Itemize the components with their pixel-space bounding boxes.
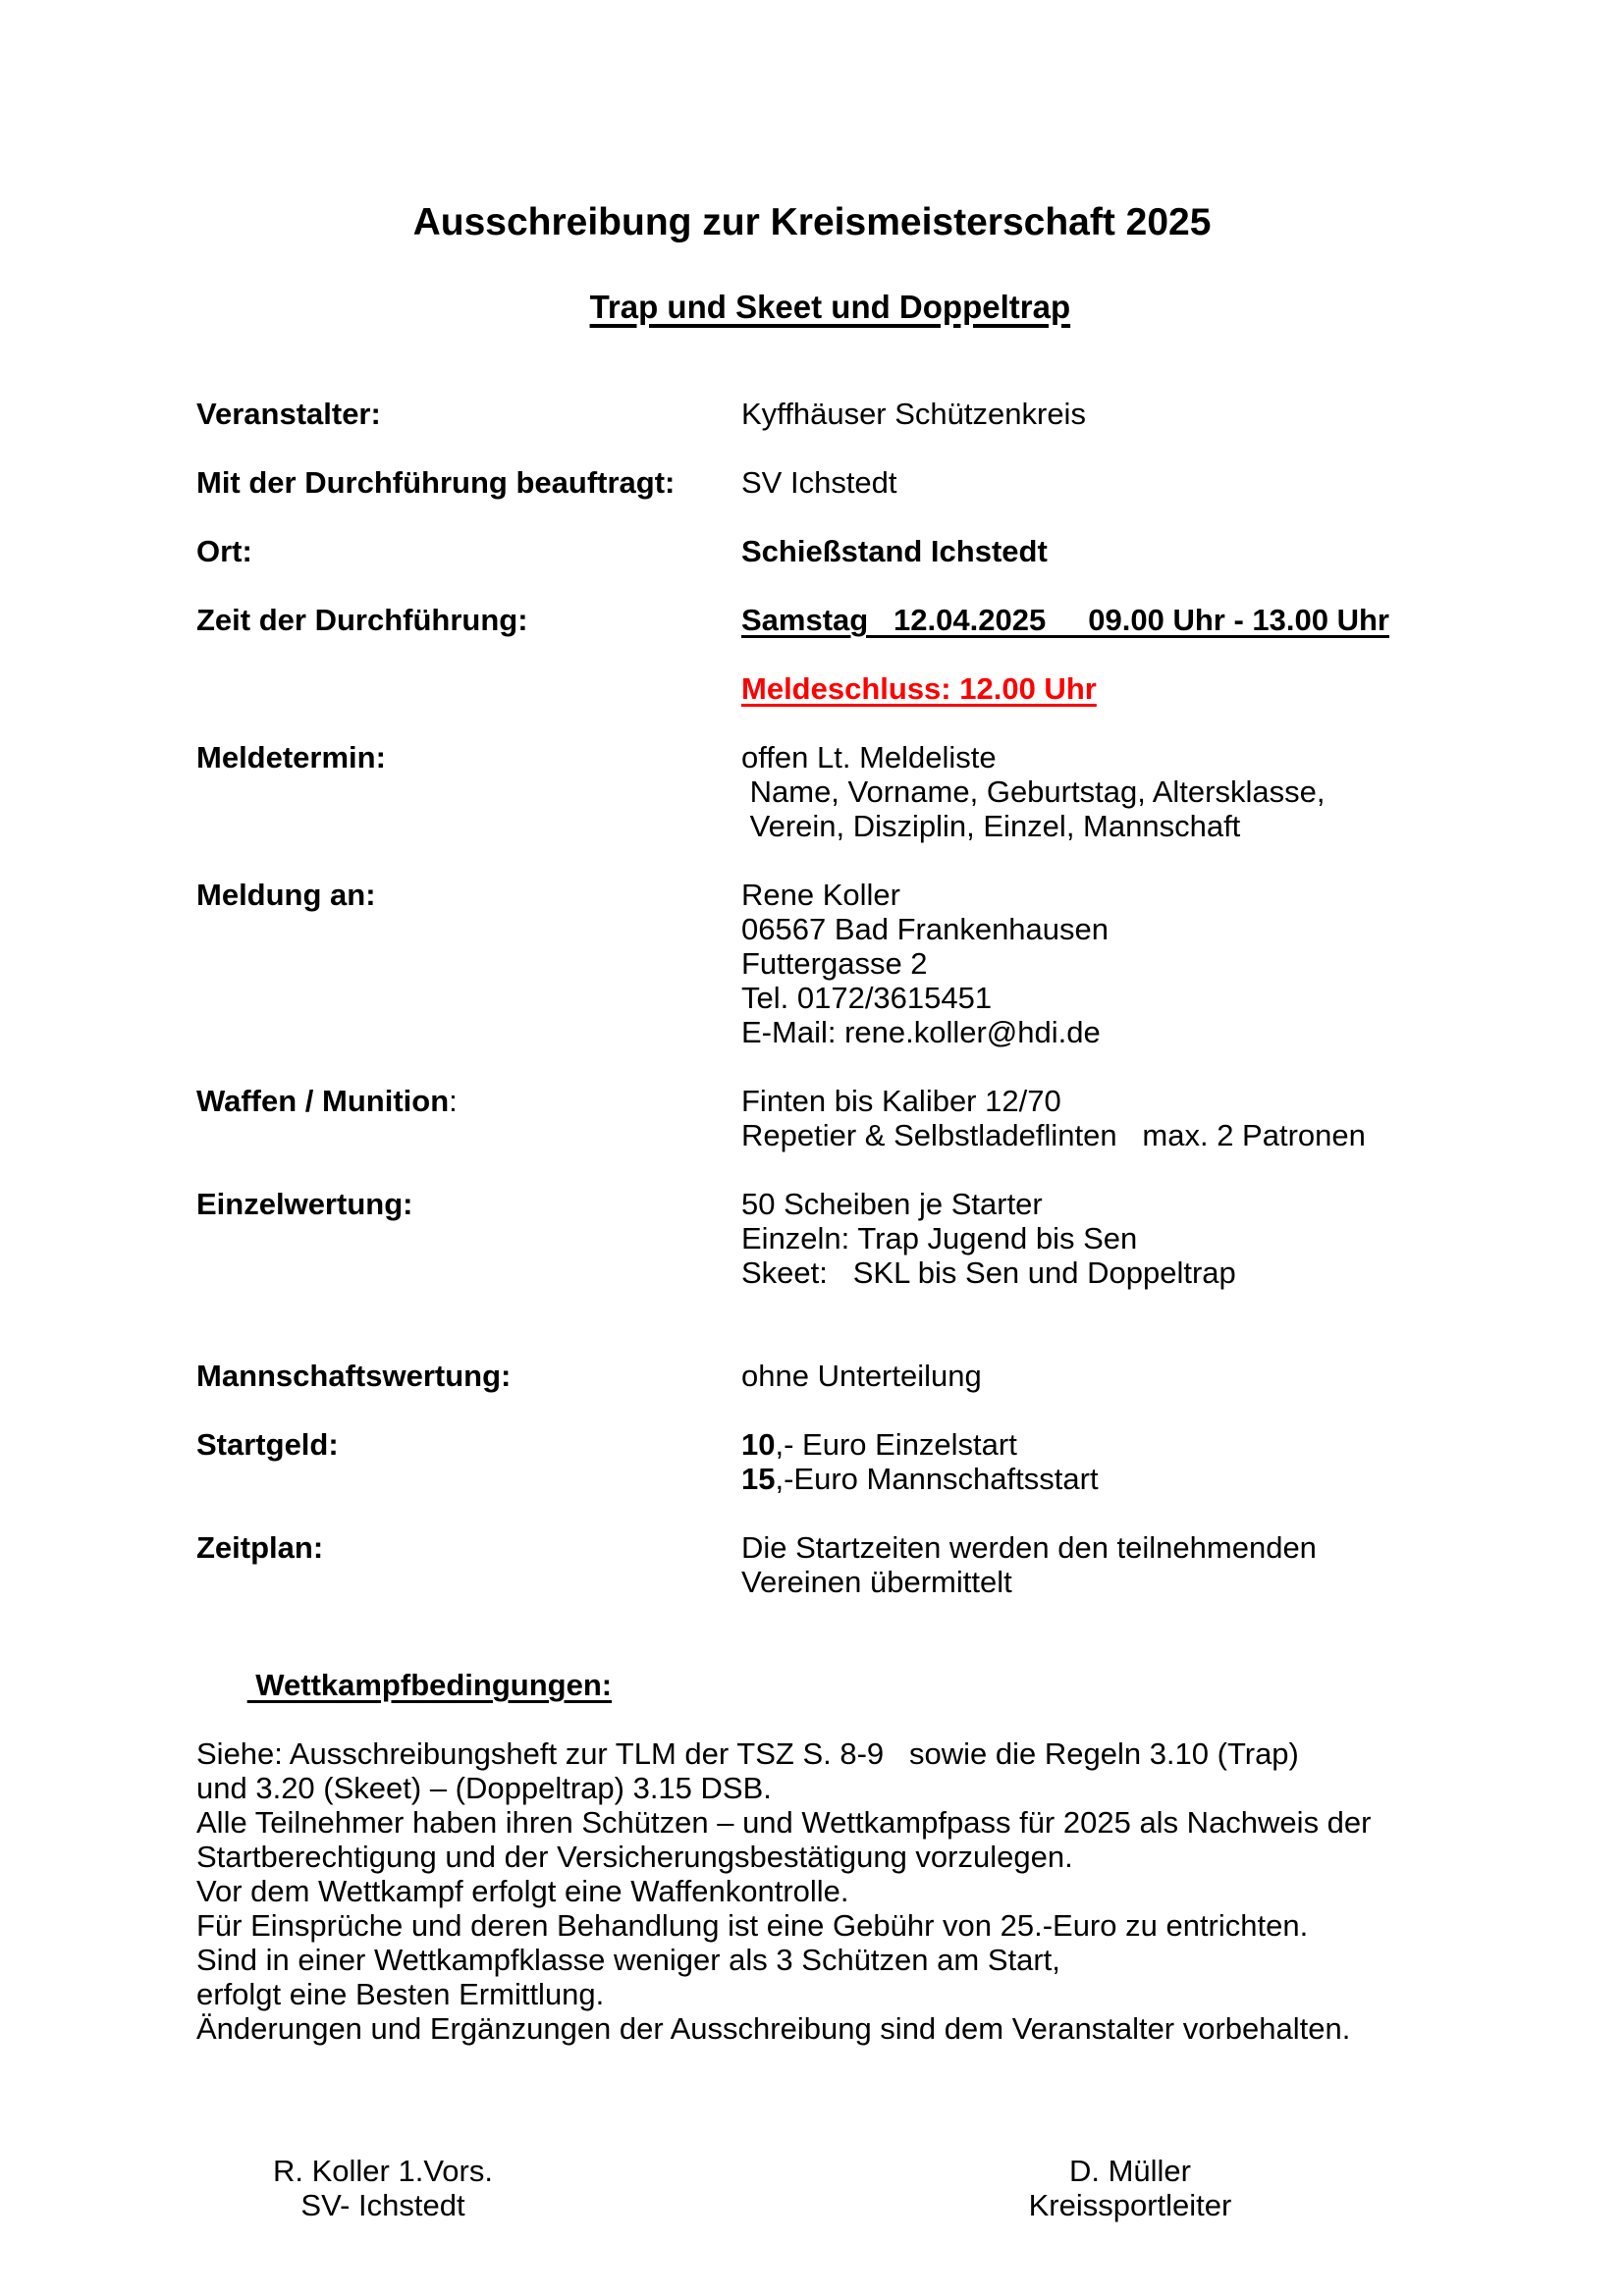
row-label: Einzelwertung: — [196, 1187, 413, 1221]
signature-left-name: R. Koller 1.Vors. — [273, 2154, 493, 2188]
row-value — [741, 1187, 1428, 1290]
conditions-heading-text: Wettkampfbedingungen: — [246, 1668, 613, 1702]
value-line: 06567 Bad Frankenhausen — [741, 912, 1110, 946]
value-line: 15,-Euro Mannschaftsstart — [741, 1462, 1099, 1496]
conditions-line: Änderungen und Ergänzungen der Ausschreibung sind dem Veranstalter vorbehalten. — [196, 2011, 1351, 2046]
value-line: Rene Koller — [741, 878, 900, 912]
info-row — [196, 740, 1428, 843]
value-line: ohne Unterteilung — [741, 1359, 982, 1393]
row-label: Ort: — [196, 534, 252, 568]
row-value — [741, 1084, 1428, 1152]
value-line: Kyffhäuser Schützenkreis — [741, 397, 1086, 431]
conditions-line: Alle Teilnehmer haben ihren Schützen – und Wettkampfpass für 2025 als Nachweis der — [196, 1805, 1372, 1840]
value-line: Schießstand Ichstedt — [741, 534, 1048, 568]
value-line: offen Lt. Meldeliste — [741, 740, 997, 774]
row-value — [741, 671, 1428, 706]
row-label: Zeitplan: — [196, 1530, 324, 1565]
conditions-line: und 3.20 (Skeet) – (Doppeltrap) 3.15 DSB. — [196, 1771, 772, 1805]
row-label: Meldetermin: — [196, 740, 386, 774]
value-line: Verein, Disziplin, Einzel, Mannschaft — [741, 809, 1241, 843]
document-subtitle-text: Trap und Skeet und Doppeltrap — [589, 289, 1071, 325]
info-row — [196, 397, 1428, 431]
row-value — [741, 397, 1428, 431]
value-line: Die Startzeiten werden den teilnehmenden — [741, 1530, 1317, 1565]
info-row — [196, 878, 1428, 1049]
value-line: Skeet: SKL bis Sen und Doppeltrap — [741, 1255, 1236, 1290]
value-line: Vereinen übermittelt — [741, 1565, 1012, 1599]
signature-block — [196, 2154, 1428, 2222]
conditions-line: erfolgt eine Besten Ermittlung. — [196, 1977, 605, 2011]
conditions-section — [196, 1633, 1428, 2046]
value-line: SV Ichstedt — [741, 465, 897, 500]
document-subtitle — [196, 245, 1428, 369]
info-row — [196, 1530, 1428, 1599]
value-line: Futtergasse 2 — [741, 946, 928, 981]
info-rows — [196, 397, 1428, 1599]
signature-right — [934, 2154, 1326, 2222]
info-row — [196, 465, 1428, 500]
row-label: Waffen / Munition: — [196, 1084, 458, 1118]
row-value — [741, 1359, 1428, 1393]
value-line: Name, Vorname, Geburtstag, Altersklasse, — [741, 774, 1326, 809]
row-value — [741, 1427, 1428, 1496]
conditions-paragraph — [196, 1736, 1428, 2046]
value-line: Tel. 0172/3615451 — [741, 981, 993, 1015]
value-line: Samstag 12.04.2025 09.00 Uhr - 13.00 Uhr — [741, 603, 1389, 637]
info-row — [196, 1084, 1428, 1152]
row-label — [196, 671, 741, 706]
info-row — [196, 1187, 1428, 1290]
conditions-line: Für Einsprüche und deren Behandlung ist eine Gebühr von 25.-Euro zu entrichten. — [196, 1908, 1309, 1943]
conditions-line: Startberechtigung und der Versicherungsbestätigung vorzulegen. — [196, 1840, 1073, 1874]
row-value — [741, 534, 1428, 568]
signature-left-role: SV- Ichstedt — [300, 2188, 465, 2222]
info-row — [196, 671, 1428, 706]
row-value — [741, 878, 1428, 1049]
info-row — [196, 534, 1428, 568]
row-label: Zeit der Durchführung: — [196, 603, 528, 637]
row-label: Veranstalter: — [196, 397, 381, 431]
row-value — [741, 740, 1428, 843]
document-title: Ausschreibung zur Kreismeisterschaft 2025 — [412, 201, 1212, 243]
conditions-line: Vor dem Wettkampf erfolgt eine Waffenkontrolle. — [196, 1874, 849, 1908]
row-label: Startgeld: — [196, 1427, 339, 1462]
value-line: Finten bis Kaliber 12/70 — [741, 1084, 1061, 1118]
row-label: Meldung an: — [196, 878, 376, 912]
signature-left — [196, 2154, 569, 2222]
conditions-line: Siehe: Ausschreibungsheft zur TLM der TSZ S. 8-9 sowie die Regeln 3.10 (Trap) — [196, 1736, 1299, 1771]
value-line: E-Mail: rene.koller@hdi.de — [741, 1015, 1101, 1049]
row-value — [741, 1530, 1428, 1599]
value-line: Meldeschluss: 12.00 Uhr — [741, 671, 1097, 706]
row-label: Mit der Durchführung beauftragt: — [196, 465, 676, 500]
info-row — [196, 1359, 1428, 1393]
signature-right-role: Kreissportleiter — [1028, 2188, 1232, 2222]
row-value — [741, 603, 1428, 637]
row-value — [741, 465, 1428, 500]
value-line: 50 Scheiben je Starter — [741, 1187, 1043, 1221]
row-label: Mannschaftswertung: — [196, 1359, 512, 1393]
conditions-line: Sind in einer Wettkampfklasse weniger als 3 Schützen am Start, — [196, 1943, 1060, 1977]
conditions-heading — [196, 1633, 1428, 1736]
value-line: Repetier & Selbstladeflinten max. 2 Patronen — [741, 1118, 1366, 1152]
value-line: Einzeln: Trap Jugend bis Sen — [741, 1221, 1138, 1255]
value-line: 10,- Euro Einzelstart — [741, 1427, 1017, 1462]
info-row — [196, 603, 1428, 637]
signature-right-name: D. Müller — [1068, 2154, 1191, 2188]
info-row — [196, 1427, 1428, 1496]
